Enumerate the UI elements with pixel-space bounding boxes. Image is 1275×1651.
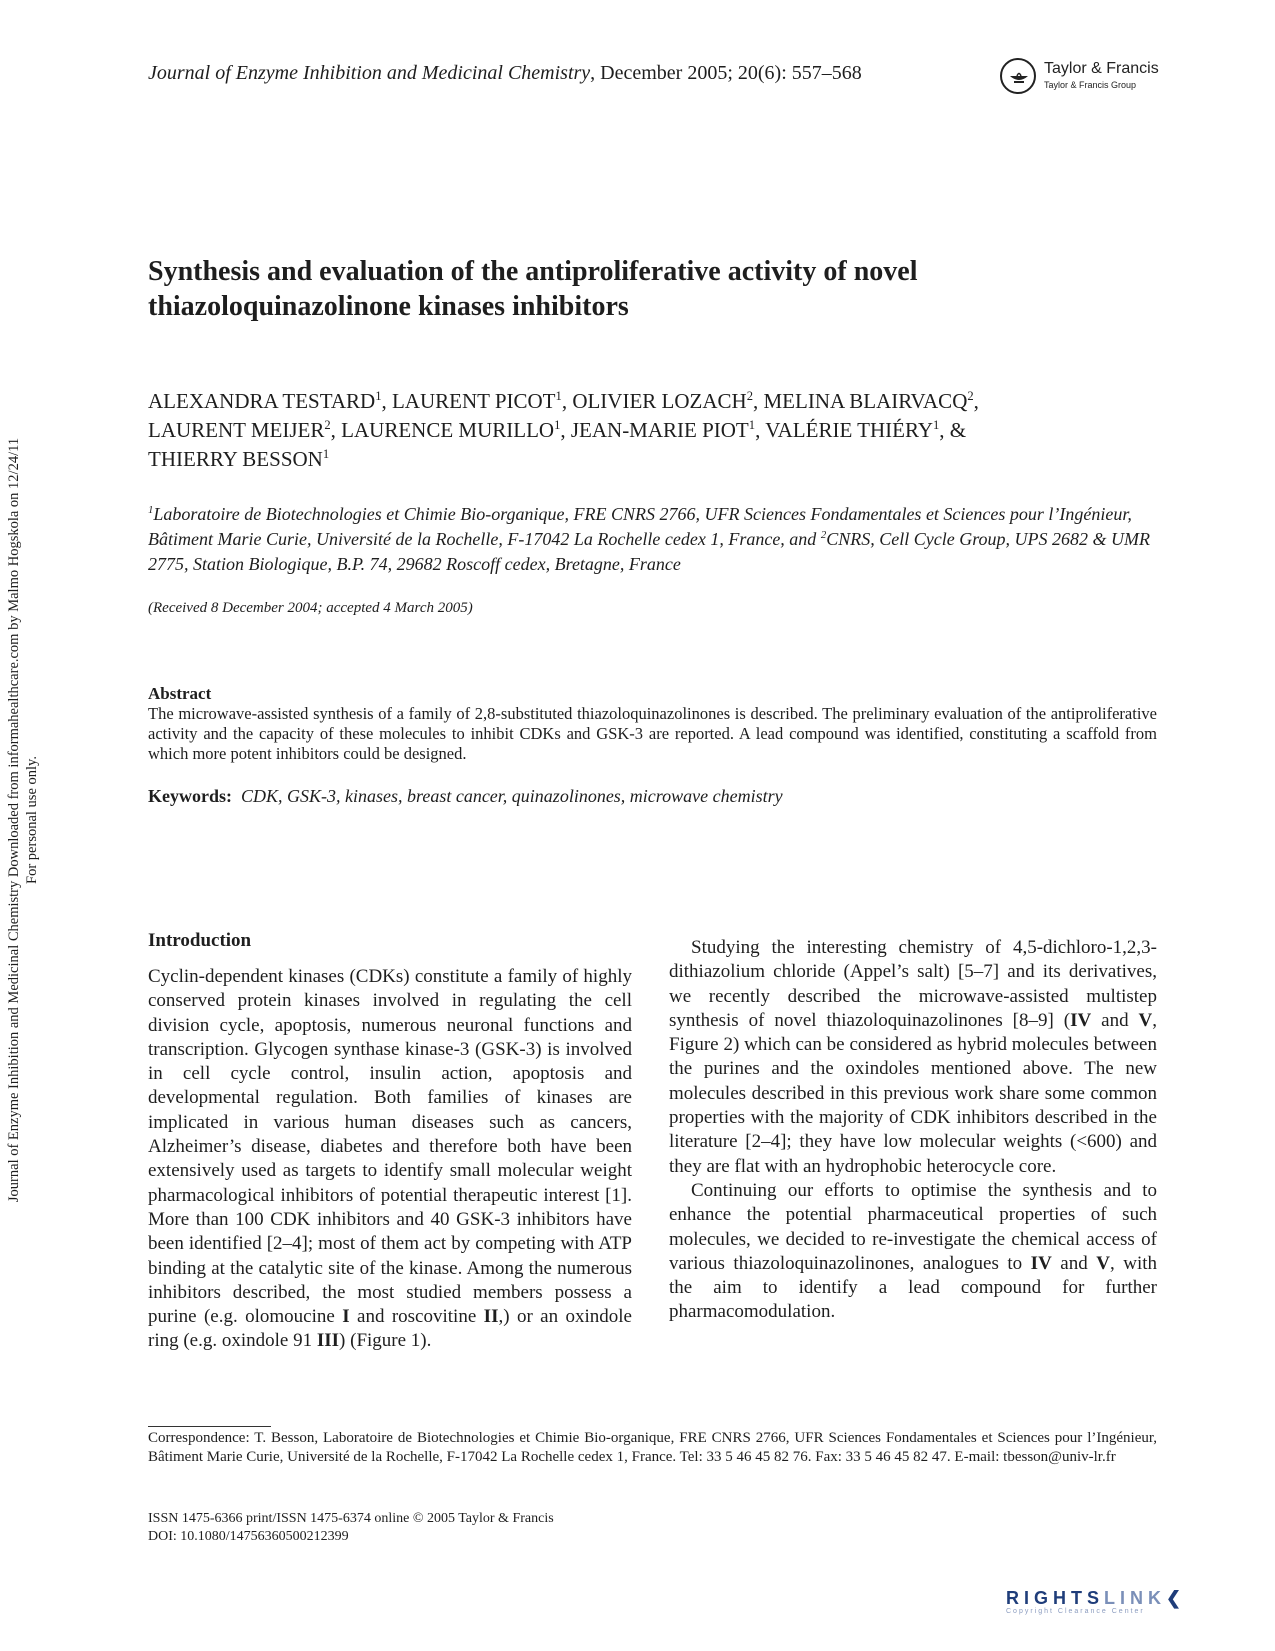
author-separator: , [560,418,571,442]
compound-label: V [1096,1252,1110,1274]
author-list [148,387,1158,474]
author-name: LAURENCE MURILLO [341,418,555,442]
author-separator: , & [939,418,967,442]
author-separator: , [561,389,573,413]
text-run: and [1091,1009,1139,1031]
author-name: OLIVIER LOZACH [572,389,747,413]
title-line-2: thiazoloquinazolinone kinases inhibitors [148,291,629,322]
text-run: Cyclin-dependent kinases (CDKs) constitute a family of highly conserved protein kinases involved in regulating the cell division cycle, apoptosis, numerous neuronal functions and transcription. Glycogen synthase kinase-3 (GSK-3) is involved in cell cycle control, insulin action, apoptosis and developmental regulation. Both families of kinases are implicated in various human diseases such as cancers, Alzheimer’s disease, diabetes and therefore both have been extensively used as targets to identify small molecular weight pharmacological inhibitors of potential therapeutic interest [1]. More than 100 CDK inhibitors and 40 GSK-3 inhibitors have been identified [2–4]; most of them act by competing with ATP binding at the catalytic site of the kinase. Among the numerous inhibitors described, the most studied members possess a purine (e.g. olomoucine [148,966,632,1328]
introduction-heading: Introduction [148,930,252,951]
author-name: JEAN-MARIE PIOT [570,418,749,442]
issn-line: ISSN 1475-6366 print/ISSN 1475-6374 online © 2005 Taylor & Francis [148,1511,554,1526]
keywords [148,786,783,807]
text-run: Continuing our efforts to optimise the synthesis and to enhance the potential pharmaceutical properties of such molecules, we decided to re-investigate the chemical access of various thiazoloquinazolinones, analogues to [669,1179,1157,1274]
author-name: THIERRY BESSON [148,447,323,471]
author-name: MELINA BLAIRVACQ [763,389,968,413]
publisher-group: Taylor & Francis Group [1044,80,1137,90]
author-name: LAURENT MEIJER [148,418,325,442]
journal-citation [148,62,862,85]
publisher-logo [1000,58,1160,98]
rightslink-b: LINK [1104,1588,1167,1608]
author-affiliation-mark: 2 [324,418,331,432]
affiliation-mark-1: 1 [148,504,154,516]
doi-line: DOI: 10.1080/14756360500212399 [148,1529,349,1544]
affiliation-2: CNRS, Cell Cycle Group, UPS 2682 & UMR 2775, Station Biologique, B.P. 74, 29682 Roscoff cedex, Bretagne, France [148,529,1151,574]
author-separator: , [330,418,342,442]
rightslink-subtitle: Copyright Clearance Center [1006,1608,1145,1615]
author-affiliation-mark: 1 [322,447,330,461]
journal-issue: , December 2005; 20(6): 557–568 [590,62,862,84]
compound-label: II [483,1306,499,1328]
intro-paragraph-3 [669,1179,1157,1325]
intro-paragraph-1 [148,965,632,1354]
author-name: VALÉRIE THIÉRY [765,418,933,442]
author-affiliation-mark: 1 [748,418,756,432]
publication-info [148,1510,554,1546]
intro-right-column [669,936,1157,1325]
keywords-label: Keywords: [148,786,232,806]
journal-name: Journal of Enzyme Inhibition and Medicinal Chemistry [148,62,591,84]
title-line-1: Synthesis and evaluation of the antiproliferative activity of novel [148,256,918,287]
intro-paragraph-2 [669,936,1157,1179]
download-sidebar [0,0,60,1651]
author-affiliation-mark: 1 [555,389,562,403]
intro-left-column [148,965,632,1354]
author-affiliation-mark: 1 [375,389,382,403]
abstract-heading: Abstract [148,684,212,703]
compound-label: IV [1070,1009,1092,1031]
affiliation-mark-2: 2 [820,529,827,541]
rightslink-logo[interactable] [1006,1588,1181,1615]
author-separator: , [753,389,764,413]
chevron-left-icon: ❮ [1166,1588,1182,1608]
author-affiliation-mark: 2 [967,389,974,403]
sidebar-line-2: For personal use only. [24,756,40,884]
rightslink-a: RIGHTS [1006,1588,1105,1608]
text-run: and roscovitine [349,1306,484,1328]
affiliations [148,502,1158,577]
text-run: ,) or an oxindole ring (e.g. oxindole 91 [148,1306,632,1352]
text-run: , Figure 2) which can be considered as hybrid molecules between the purines and the oxindoles mentioned above. The new molecules described in this previous work share some common properties with the majority of CDK inhibitors described in the literature [2–4]; they have low molecular weights (<600) and they are flat with an hydrophobic heterocycle core. [669,1009,1157,1177]
article-title [148,254,1158,324]
footnote-rule [148,1426,271,1427]
text-run: , with the aim to identify a lead compound for further pharmacomodulation. [669,1252,1157,1323]
sidebar-line-1: Journal of Enzyme Inhibition and Medicinal Chemistry Downloaded from informahealthcare.com by Malmo Hogskola on 12/24/11 [6,437,22,1203]
compound-label: I [342,1306,350,1328]
author-separator: , [755,418,766,442]
compound-label: V [1138,1009,1153,1031]
lamp-icon [1000,58,1036,94]
text-run: Studying the interesting chemistry of 4,5-dichloro-1,2,3-dithiazolium chloride (Appel’s salt) [5–7] and its derivatives, we recently described the microwave-assisted multistep synthesis of novel thiazoloquinazolinones [8–9] ( [669,937,1157,1031]
correspondence-note: Correspondence: T. Besson, Laboratoire de Biotechnologies et Chimie Bio-organique, FRE CNRS 2766, UFR Sciences Fondamentales et Sciences pour l’Ingénieur, Bâtiment Marie Curie, Université de la Rochelle, F-17042 La Rochelle cedex 1, France. Tel: 33 5 46 45 82 76. Fax: 33 5 46 45 82 47. E-mail: tbesson@univ-lr.fr [148,1430,1157,1465]
compound-label: III [316,1330,340,1352]
keywords-list: CDK, GSK-3, kinases, breast cancer, quinazolinones, microwave chemistry [241,786,783,806]
compound-label: IV [1030,1252,1052,1274]
text-run: ) (Figure 1). [339,1330,432,1352]
author-affiliation-mark: 1 [933,418,940,432]
author-name: ALEXANDRA TESTARD [148,389,376,413]
abstract-text: The microwave-assisted synthesis of a family of 2,8-substituted thiazoloquinazolinones is described. The preliminary evaluation of the antiproliferative activity and the capacity of these molecules to inhibit CDKs and GSK-3 are reported. A lead compound was identified, constituting a scaffold from which more potent inhibitors could be designed. [148,704,1157,763]
author-affiliation-mark: 1 [554,418,561,432]
author-name: LAURENT PICOT [391,389,556,413]
author-separator: , [973,389,979,413]
received-dates: (Received 8 December 2004; accepted 4 March 2005) [148,600,473,616]
author-affiliation-mark: 2 [746,389,753,403]
publisher-name: Taylor & Francis [1044,60,1159,77]
author-separator: , [381,389,392,413]
text-run: and [1051,1252,1097,1274]
affiliation-1: Laboratoire de Biotechnologies et Chimie Bio-organique, FRE CNRS 2766, UFR Sciences Fondamentales et Sciences pour l’Ingénieur, Bâtiment Marie Curie, Université de la Rochelle, F-17042 La Rochelle cedex 1, France, and [148,504,1132,549]
